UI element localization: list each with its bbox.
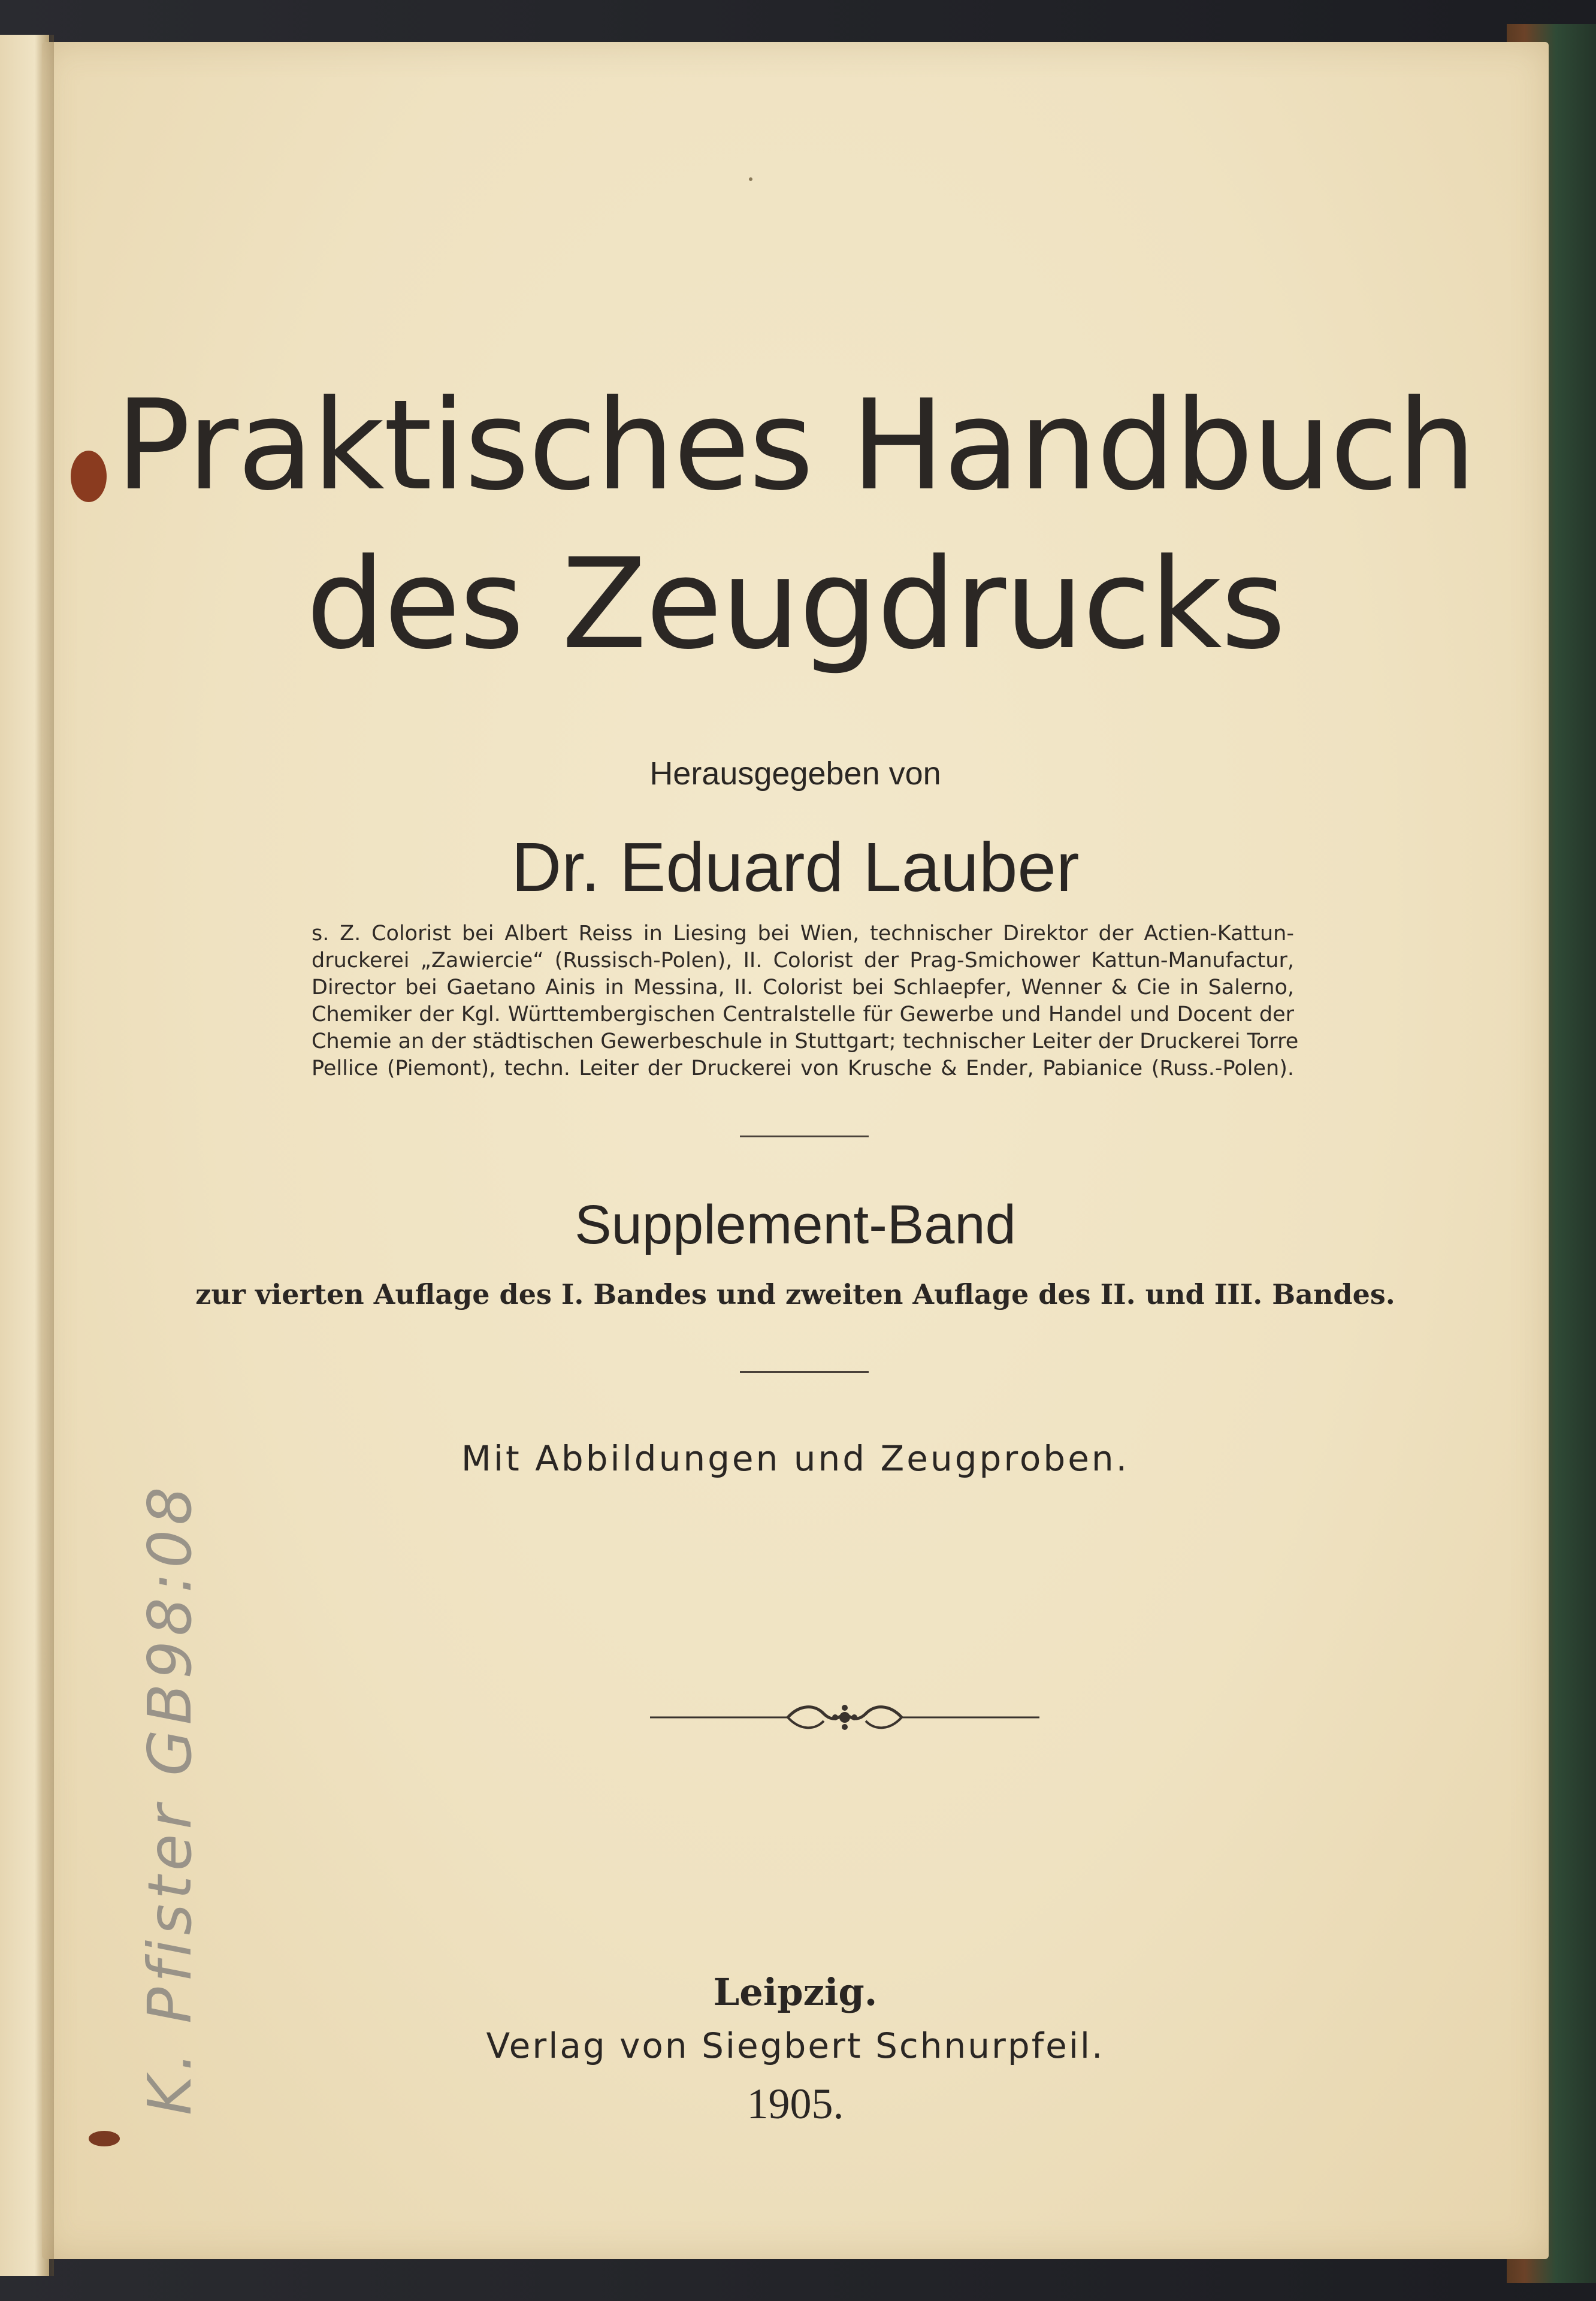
gutter-shadow	[36, 35, 54, 2276]
publication-city: Leipzig.	[713, 1970, 878, 2014]
divider-rule	[740, 1371, 869, 1373]
supplement-title: Supplement-Band	[575, 1194, 1016, 1255]
editor-biography	[312, 920, 1299, 1082]
biography-line: Chemiker der Kgl. Württembergischen Centralstelle für Gewerbe und Handel und Docent der	[312, 1002, 1294, 1026]
divider-rule	[740, 1136, 869, 1137]
paper-speck	[749, 177, 752, 181]
publication-year: 1905.	[746, 2080, 844, 2128]
editor-intro: Herausgegeben von	[649, 756, 941, 792]
book-title-line-1: Praktisches Handbuch	[115, 373, 1476, 518]
book-title-line-2: des Zeugdrucks	[306, 532, 1285, 677]
biography-line: Director bei Gaetano Ainis in Messina, II. Colorist bei Schlaepfer, Wenner & Cie in Salerno,	[312, 976, 1294, 999]
handwritten-shelfmark: K. Pfister GB98:08	[135, 1482, 205, 2115]
biography-line: Pellice (Piemont), techn. Leiter der Druckerei von Krusche & Ender, Pabianice (Russ.-Polen).	[312, 1056, 1294, 1080]
paper-stain	[89, 2131, 120, 2146]
editor-name: Dr. Eduard Lauber	[511, 828, 1080, 906]
ornament-flourish-icon	[650, 1696, 1039, 1739]
biography-line: Chemie an der städtischen Gewerbeschule in Stuttgart; technischer Leiter der Druckerei Torre	[312, 1029, 1299, 1053]
publisher: Verlag von Siegbert Schnurpfeil.	[486, 2025, 1105, 2066]
supplement-subtitle: zur vierten Auflage des I. Bandes und zweiten Auflage des II. und III. Bandes.	[195, 1278, 1395, 1310]
biography-line: s. Z. Colorist bei Albert Reiss in Liesing bei Wien, technischer Direktor der Actien-Kattun-	[312, 922, 1294, 946]
biography-line: druckerei „Zawiercie“ (Russisch-Polen), II. Colorist der Prag-Smichower Kattun-Manufactur,	[312, 949, 1294, 973]
illustrations-note: Mit Abbildungen und Zeugproben.	[461, 1438, 1130, 1479]
title-page	[42, 42, 1549, 2259]
